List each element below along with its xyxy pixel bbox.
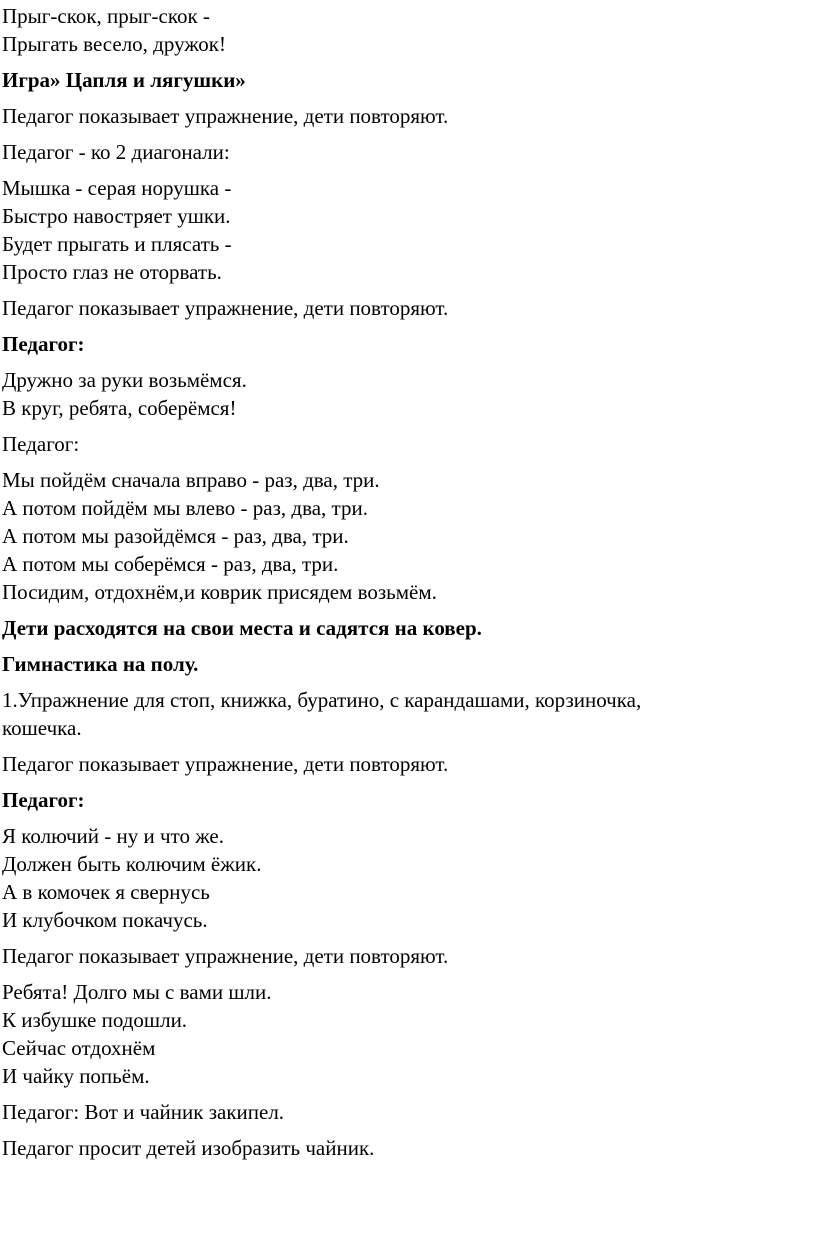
text-line: Педагог: xyxy=(2,432,80,456)
text-line: А потом мы соберёмся - раз, два, три. xyxy=(2,552,339,576)
poem-stanza-hedgehog xyxy=(2,822,816,934)
speaker-heading xyxy=(2,786,816,814)
instruction-paragraph xyxy=(2,294,816,322)
section-heading-gymnastics xyxy=(2,650,816,678)
text-line: К избушке подошли. xyxy=(2,1008,188,1032)
instruction-paragraph xyxy=(2,102,816,130)
instruction-paragraph xyxy=(2,942,816,970)
exercise-list-paragraph xyxy=(2,686,802,742)
text-line: Будет прыгать и плясать - xyxy=(2,232,232,256)
text-line: Дружно за руки возьмёмся. xyxy=(2,368,247,392)
text-line: Прыгать весело, дружок! xyxy=(2,32,226,56)
heading-text: Педагог: xyxy=(2,788,85,812)
text-line: Посидим, отдохнём,и коврик присядем возьмём. xyxy=(2,580,437,604)
heading-text: Игра» Цапля и лягушки» xyxy=(2,68,246,92)
poem-stanza-hop xyxy=(2,2,816,58)
text-line: А потом пойдём мы влево - раз, два, три. xyxy=(2,496,368,520)
speaker-label xyxy=(2,430,816,458)
text-line: Быстро навостряет ушки. xyxy=(2,204,231,228)
speaker-heading xyxy=(2,330,816,358)
heading-text: Гимнастика на полу. xyxy=(2,652,199,676)
text-line: А в комочек я свернусь xyxy=(2,880,210,904)
text-line: А потом мы разойдёмся - раз, два, три. xyxy=(2,524,349,548)
instruction-paragraph xyxy=(2,1134,816,1162)
poem-stanza-circle xyxy=(2,366,816,422)
text-line: Мы пойдём сначала вправо - раз, два, три. xyxy=(2,468,380,492)
instruction-paragraph xyxy=(2,138,816,166)
text-line: Я колючий - ну и что же. xyxy=(2,824,225,848)
heading-text: Педагог: xyxy=(2,332,85,356)
text-line: Педагог - ко 2 диагонали: xyxy=(2,140,230,164)
section-heading-game xyxy=(2,66,816,94)
text-line: Прыг-скок, прыг-скок - xyxy=(2,4,210,28)
text-line: кошечка. xyxy=(2,716,82,740)
poem-stanza-walk xyxy=(2,466,816,606)
instruction-paragraph xyxy=(2,750,816,778)
text-line: Педагог показывает упражнение, дети повторяют. xyxy=(2,944,449,968)
text-line: Сейчас отдохнём xyxy=(2,1036,156,1060)
text-line: 1.Упражнение для стоп, книжка, буратино, с карандашами, корзиночка, xyxy=(2,688,642,712)
text-line: Должен быть колючим ёжик. xyxy=(2,852,262,876)
bold-instruction xyxy=(2,614,816,642)
text-line: В круг, ребята, соберёмся! xyxy=(2,396,237,420)
text-line: Педагог показывает упражнение, дети повторяют. xyxy=(2,296,449,320)
poem-stanza-hut xyxy=(2,978,816,1090)
instruction-paragraph xyxy=(2,1098,816,1126)
heading-text: Дети расходятся на свои места и садятся на ковер. xyxy=(2,616,482,640)
text-line: Педагог показывает упражнение, дети повторяют. xyxy=(2,104,449,128)
text-line: И клубочком покачусь. xyxy=(2,908,208,932)
text-line: И чайку попьём. xyxy=(2,1064,150,1088)
text-line: Просто глаз не оторвать. xyxy=(2,260,222,284)
text-line: Педагог: Вот и чайник закипел. xyxy=(2,1100,285,1124)
text-line: Ребята! Долго мы с вами шли. xyxy=(2,980,272,1004)
text-line: Педагог показывает упражнение, дети повторяют. xyxy=(2,752,449,776)
text-line: Педагог просит детей изобразить чайник. xyxy=(2,1136,375,1160)
text-line: Мышка - серая норушка - xyxy=(2,176,232,200)
poem-stanza-mouse xyxy=(2,174,816,286)
